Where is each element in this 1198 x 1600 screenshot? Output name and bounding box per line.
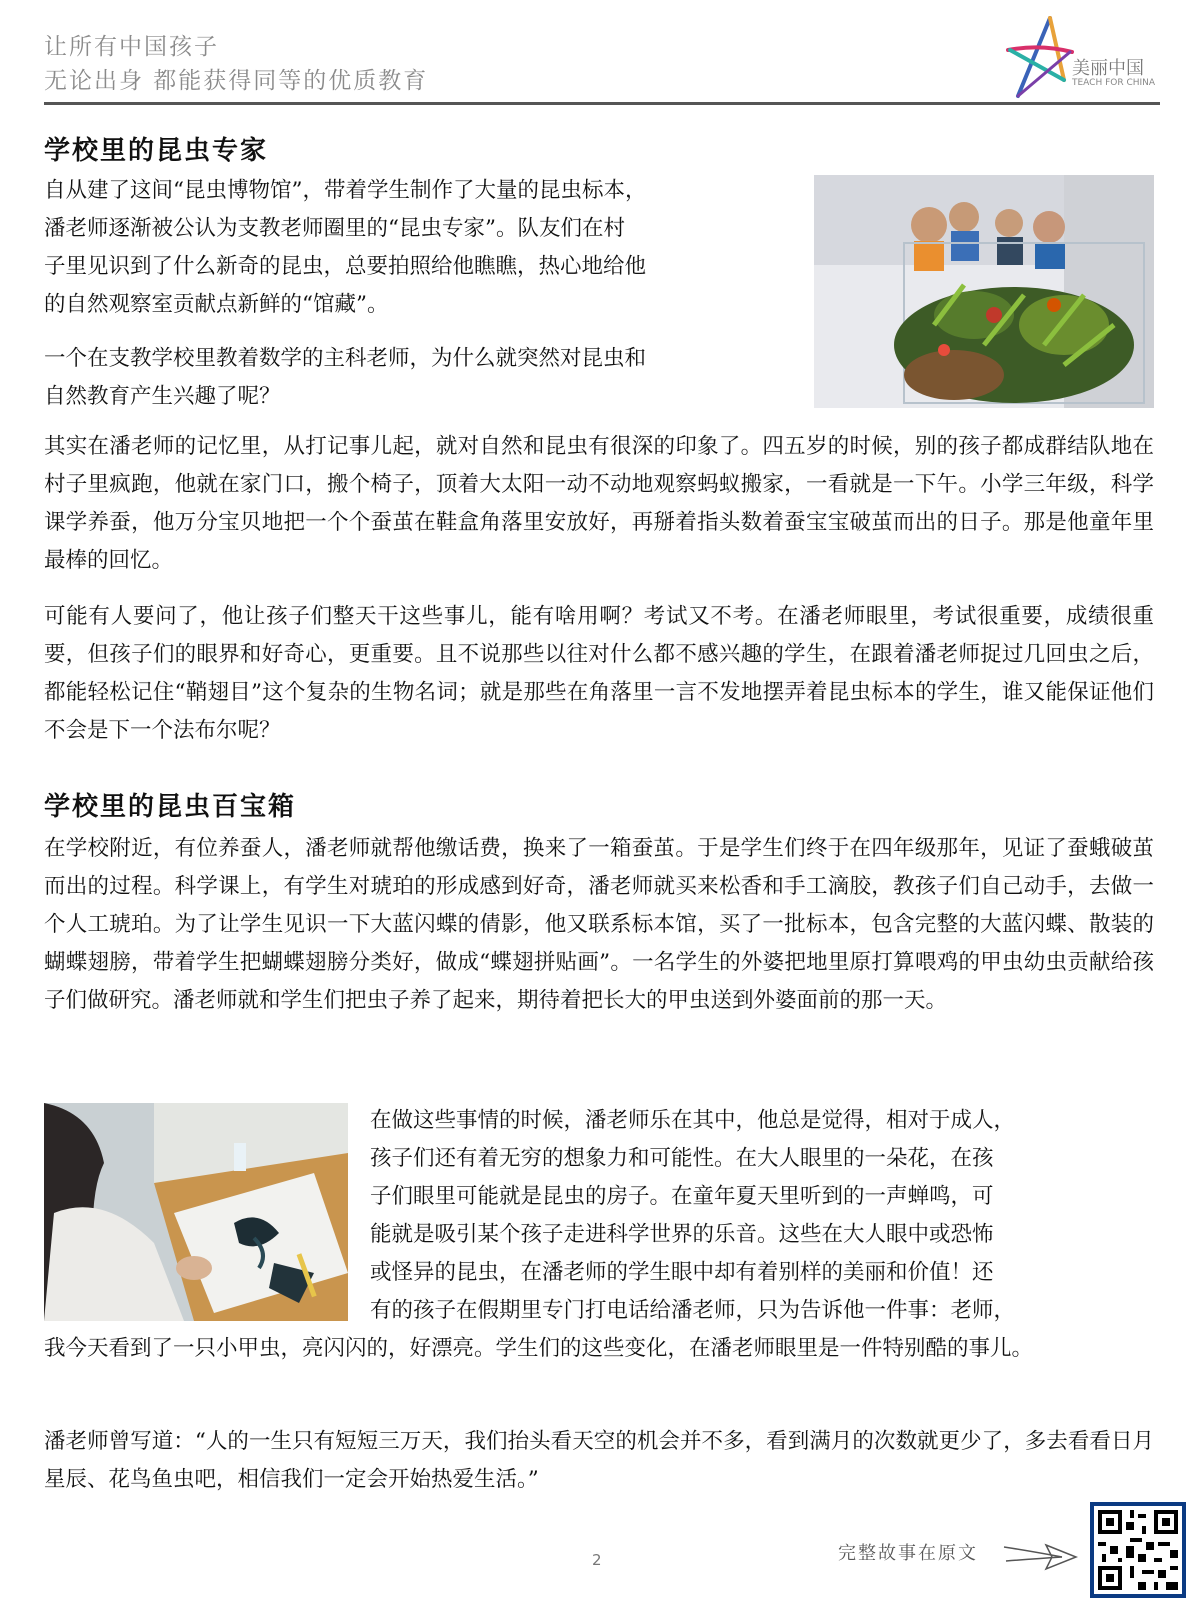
header-slogan — [44, 30, 428, 98]
text-line: 在做这些事情的时候，潘老师乐在其中，他总是觉得，相对于成人， — [370, 1108, 1016, 1133]
text-line: 自从建了这间“昆虫博物馆”，带着学生制作了大量的昆虫标本， — [44, 178, 647, 203]
text-line: 的自然观察室贡献点新鲜的“馆藏”。 — [44, 292, 389, 317]
text-line: 孩子们还有着无穷的想象力和可能性。在大人眼里的一朵花，在孩 — [370, 1146, 994, 1171]
section-1-paragraph-4: 可能有人要问了，他让孩子们整天干这些事儿，能有啥用啊？考试又不考。在潘老师眼里，考试很重要，成绩很重要，但孩子们的眼界和好奇心，更重要。且不说那些以往对什么都不感兴趣的学生，在跟着潘老师捉过几回虫之后，都能轻松记住“鞘翅目”这个复杂的生物名词；就是那些在角落里一言不发地摆弄着昆虫标本的学生，谁又能保证他们不会是下一个法布尔呢？ — [44, 604, 1154, 743]
text-line: 潘老师逐渐被公认为支教老师圈里的“昆虫专家”。队友们在村 — [44, 216, 625, 241]
text-line: 自然教育产生兴趣了呢？ — [44, 384, 281, 409]
star-logo-icon — [1006, 16, 1076, 100]
photo-student-butterfly-collage — [44, 1103, 348, 1321]
section-1-paragraph-2 — [44, 340, 794, 416]
text-line: 或怪异的昆虫，在潘老师的学生眼中却有着别样的美丽和价值！还 — [370, 1260, 994, 1285]
section-2-title: 学校里的昆虫百宝箱 — [44, 792, 297, 822]
logo-chinese-text: 美丽中国 — [1072, 58, 1144, 79]
text-line: 一个在支教学校里教着数学的主科老师，为什么就突然对昆虫和 — [44, 346, 647, 371]
section-2-paragraph-2-tail: 我今天看到了一只小甲虫，亮闪闪的，好漂亮。学生们的这些变化，在潘老师眼里是一件特别酷的事儿。 — [44, 1336, 1034, 1361]
arrow-right-icon — [1000, 1537, 1080, 1577]
section-2-paragraph-3: 潘老师曾写道：“人的一生只有短短三万天，我们抬头看天空的机会并不多，看到满月的次数就更少了，多去看看日月星辰、花鸟鱼虫吧，相信我们一定会开始热爱生活。” — [44, 1429, 1154, 1492]
section-1-paragraph-3: 其实在潘老师的记忆里，从打记事儿起，就对自然和昆虫有很深的印象了。四五岁的时候，别的孩子都成群结队地在村子里疯跑，他就在家门口，搬个椅子，顶着大太阳一动不动地观察蚂蚁搬家，一看就是一下午。小学三年级，科学课学养蚕，他万分宝贝地把一个个蚕茧在鞋盒角落里安放好，再掰着指头数着蚕宝宝破茧而出的日子。那是他童年里最棒的回忆。 — [44, 434, 1154, 573]
text-line: 子们眼里可能就是昆虫的房子。在童年夏天里听到的一声蝉鸣，可 — [370, 1184, 994, 1209]
text-line: 子里见识到了什么新奇的昆虫，总要拍照给他瞧瞧，热心地给他 — [44, 254, 647, 279]
header-divider — [44, 102, 1160, 105]
section-1-title: 学校里的昆虫专家 — [44, 136, 269, 166]
slogan-line-2: 无论出身 都能获得同等的优质教育 — [44, 68, 429, 94]
teach-for-china-logo — [1006, 16, 1166, 100]
section-1-paragraph-1 — [44, 172, 794, 324]
section-2-paragraph-2 — [370, 1102, 1160, 1330]
text-line: 能就是吸引某个孩子走进科学世界的乐音。这些在大人眼中或恐怖 — [370, 1222, 994, 1247]
logo-english-text: TEACH FOR CHINA — [1072, 78, 1156, 88]
qr-code[interactable] — [1090, 1502, 1186, 1598]
full-story-caption: 完整故事在原文 — [838, 1543, 978, 1564]
text-line: 有的孩子在假期里专门打电话给潘老师，只为告诉他一件事：老师， — [370, 1298, 1016, 1323]
slogan-line-1: 让所有中国孩子 — [44, 34, 219, 60]
page-number: 2 — [592, 1551, 602, 1569]
section-2-paragraph-1: 在学校附近，有位养蚕人，潘老师就帮他缴话费，换来了一箱蚕茧。于是学生们终于在四年级那年，见证了蚕蛾破茧而出的过程。科学课上，有学生对琥珀的形成感到好奇，潘老师就买来松香和手工滴胶，教孩子们自己动手，去做一个人工琥珀。为了让学生见识一下大蓝闪蝶的倩影，他又联系标本馆，买了一批标本，包含完整的大蓝闪蝶、散装的蝴蝶翅膀，带着学生把蝴蝶翅膀分类好，做成“蝶翅拼贴画”。一名学生的外婆把地里原打算喂鸡的甲虫幼虫贡献给孩子们做研究。潘老师就和学生们把虫子养了起来，期待着把长大的甲虫送到外婆面前的那一天。 — [44, 836, 1154, 1013]
photo-students-with-terrarium — [814, 175, 1154, 408]
